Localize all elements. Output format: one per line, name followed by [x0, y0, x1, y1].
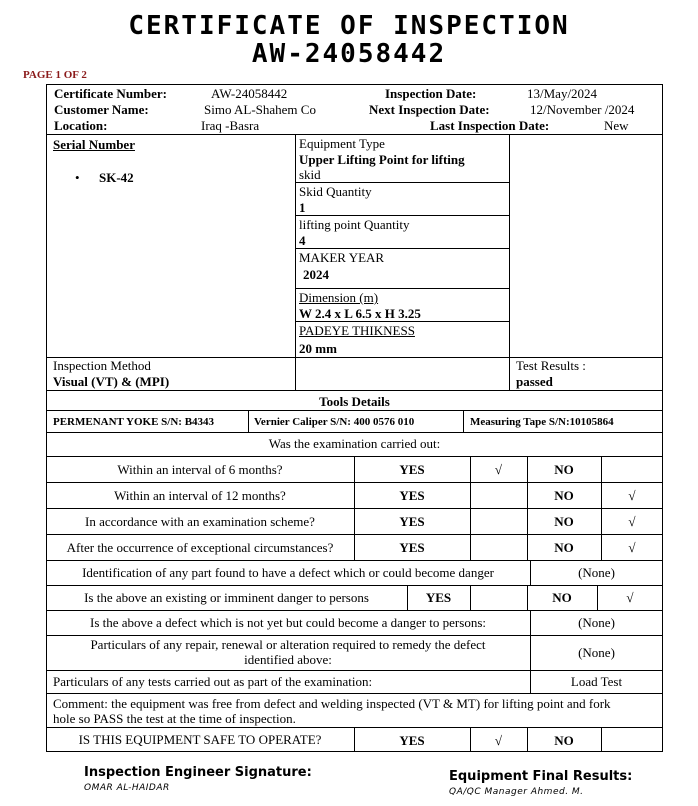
danger-no: NO: [552, 590, 572, 605]
tool-caliper: Vernier Caliper S/N: 400 0576 010: [254, 416, 415, 428]
check-mark-icon: √: [628, 514, 636, 529]
cert-number-value: AW-24058442: [211, 86, 288, 101]
danger-yes: YES: [425, 590, 452, 605]
padeye-thickness-label: PADEYE THIKNESS: [299, 323, 415, 338]
exam-row-6-months-no: NO: [554, 462, 574, 477]
test-results-label: Test Results :: [516, 358, 586, 373]
manager-name: QA/QC Manager Ahmed. M.: [449, 787, 584, 797]
skid-quantity-value: 1: [299, 200, 306, 215]
serial-number-label: Serial Number: [53, 137, 135, 152]
dimension-value: W 2.4 x L 6.5 x H 3.25: [299, 306, 421, 321]
dimension-label: Dimension (m): [299, 290, 379, 305]
defect-future-label: Is the above a defect which is not yet but could become a danger to persons:: [89, 615, 486, 630]
tool-measuring-tape: Measuring Tape S/N:10105864: [470, 416, 614, 428]
exam-row-6-months-label: Within an interval of 6 months?: [117, 462, 283, 477]
tests-label: Particulars of any tests carried out as part of the examination:: [53, 674, 373, 689]
danger-label: Is the above an existing or imminent danger to persons: [84, 590, 369, 605]
lifting-point-quantity-label: lifting point Quantity: [299, 217, 410, 232]
location-label: Location:: [54, 118, 108, 133]
check-mark-icon: √: [626, 590, 634, 605]
identification-label: Identification of any part found to have a defect which or could become danger: [82, 565, 494, 580]
exam-row-12-months-label: Within an interval of 12 months?: [114, 488, 286, 503]
location-value: Iraq -Basra: [201, 118, 260, 133]
safe-to-operate-no: NO: [554, 733, 574, 748]
inspection-date-value: 13/May/2024: [527, 86, 598, 101]
check-mark-icon: √: [628, 488, 636, 503]
exam-row-exceptional-no: NO: [554, 540, 574, 555]
padeye-thickness-value: 20 mm: [299, 341, 337, 356]
next-date-label: Next Inspection Date:: [369, 102, 490, 117]
equipment-type-value-line1: Upper Lifting Point for lifting: [299, 152, 465, 167]
page-label: PAGE 1 OF 2: [23, 69, 87, 81]
examination-question: Was the examination carried out:: [268, 436, 441, 451]
check-mark-icon: √: [494, 733, 503, 748]
cert-number-label: Certificate Number:: [54, 86, 167, 101]
engineer-signature-label: Inspection Engineer Signature:: [84, 765, 312, 780]
repair-value: (None): [578, 645, 615, 660]
serial-number-value: SK-42: [99, 170, 134, 185]
exam-row-12-months-no: NO: [554, 488, 574, 503]
certificate-title: CERTIFICATE OF INSPECTION: [128, 11, 570, 41]
last-date-value: New: [604, 118, 629, 133]
certificate-number-title: AW-24058442: [251, 39, 447, 69]
safe-to-operate-yes: YES: [399, 733, 425, 748]
exam-row-exceptional-yes: YES: [399, 540, 425, 555]
engineer-name: OMAR AL-HAIDAR: [84, 783, 170, 793]
exam-row-scheme-label: In accordance with an examination scheme?: [85, 514, 315, 529]
customer-value: Simo AL-Shahem Co: [204, 102, 316, 117]
tools-heading: Tools Details: [319, 394, 390, 409]
repair-label-line2: identified above:: [244, 652, 332, 667]
final-results-label: Equipment Final Results:: [449, 769, 633, 784]
serial-bullet: •: [75, 170, 80, 185]
last-date-label: Last Inspection Date:: [430, 118, 550, 133]
comment-line2: hole so PASS the test at the time of inspection.: [53, 711, 296, 726]
exam-row-12-months-yes: YES: [399, 488, 425, 503]
skid-quantity-label: Skid Quantity: [299, 184, 372, 199]
safe-to-operate-label: IS THIS EQUIPMENT SAFE TO OPERATE?: [78, 732, 322, 747]
exam-row-scheme-yes: YES: [399, 514, 425, 529]
exam-row-exceptional-label: After the occurrence of exceptional circumstances?: [66, 540, 334, 555]
next-date-value: 12/November /2024: [530, 102, 635, 117]
comment-line1: Comment: the equipment was free from defect and welding inspected (VT & MT) for lifting point and fork: [53, 696, 611, 711]
maker-year-label: MAKER YEAR: [299, 250, 385, 265]
maker-year-value: 2024: [303, 267, 329, 282]
test-results-value: passed: [516, 374, 553, 389]
equipment-type-value-line2: skid: [299, 167, 321, 182]
tests-value: Load Test: [570, 674, 623, 689]
tool-yoke: PERMENANT YOKE S/N: B4343: [53, 416, 215, 428]
inspection-date-label: Inspection Date:: [385, 86, 477, 101]
defect-future-value: (None): [578, 615, 615, 630]
check-mark-icon: √: [628, 540, 636, 555]
equipment-type-label: Equipment Type: [299, 136, 385, 151]
exam-row-6-months-yes: YES: [399, 462, 425, 477]
exam-row-scheme-no: NO: [554, 514, 574, 529]
inspection-method-label: Inspection Method: [53, 358, 151, 373]
lifting-point-quantity-value: 4: [299, 233, 306, 248]
inspection-method-value: Visual (VT) & (MPI): [53, 374, 170, 389]
check-mark-icon: √: [494, 462, 503, 477]
repair-label-line1: Particulars of any repair, renewal or alteration required to remedy the defect: [90, 637, 486, 652]
identification-value: (None): [578, 565, 615, 580]
customer-label: Customer Name:: [54, 102, 149, 117]
